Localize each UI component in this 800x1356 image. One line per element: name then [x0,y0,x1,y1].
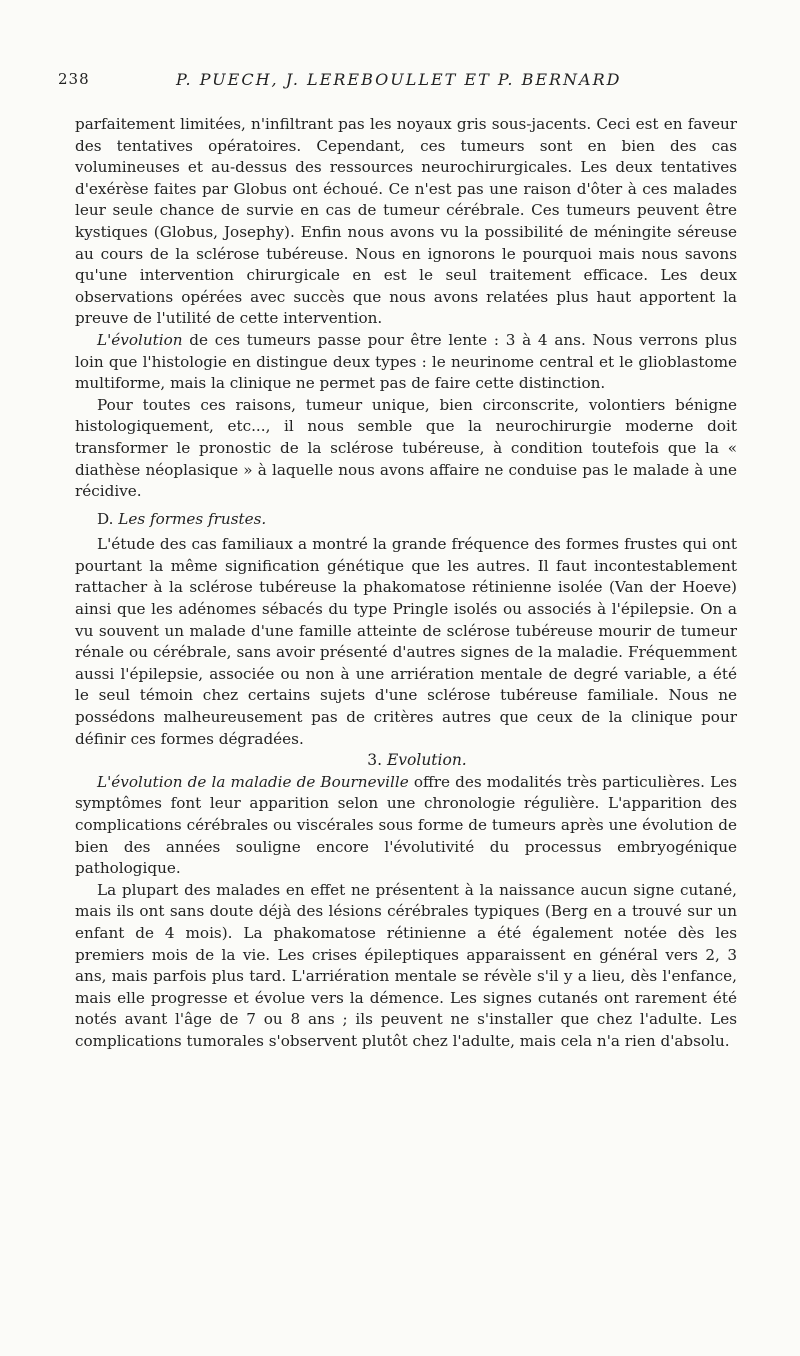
paragraph-2 [75,330,737,395]
section-title: Evolution. [386,751,467,770]
paragraph-1: parfaitement limitées, n'infiltrant pas les noyaux gris sous-jacents. Ceci est en faveur des tentatives opératoires. Cependant, ces tumeurs sont en bien des cas volumineuses et au-dessus des ressources neurochirurgicales. Les deux tentatives d'exérèse faites par Globus ont échoué. Ce n'est pas une raison d'ôter à ces malades leur seule chance de survie en cas de tumeur cérébrale. Ces tumeurs peuvent être kystiques (Globus, Josephy). Enfin nous avons vu la possibilité de méningite séreuse au cours de la sclérose tubéreuse. Nous en ignorons le pourquoi mais nous savons qu'une intervention chirurgicale en est le seul traitement efficace. Les deux observations opérées avec succès que nous avons relatées plus haut apportent la preuve de l'utilité de cette intervention. [75,115,737,328]
paragraph-3: Pour toutes ces raisons, tumeur unique, bien circonscrite, volontiers bénigne histologiquement, etc..., il nous semble que la neurochirurgie moderne doit transformer le pronostic de la sclérose tubéreuse, à condition toutefois que la « diathèse néoplasique » à laquelle nous avons affaire ne conduise pas le malade à une récidive. [75,395,737,501]
page-number: 238 [58,70,90,88]
section-heading [75,750,737,772]
subsection-title: Les formes frustes. [118,509,267,528]
paragraph-2-text: de ces tumeurs passe pour être lente : 3 à 4 ans. Nous verrons plus loin que l'histologie en distingue deux types : le neurinome central et le glioblastome multiforme, mais la clinique ne permet pas de faire cette distinction. [75,330,737,393]
subsection-label: D. [97,509,119,528]
section-number: 3. [367,751,387,770]
running-header [58,70,738,94]
paragraph-5-italic-lead: L'évolution de la maladie de Bourneville [97,772,409,791]
running-title: P. PUECH, J. LEREBOULLET ET P. BERNARD [176,70,622,89]
paragraph-4: L'étude des cas familiaux a montré la grande fréquence des formes frustes qui ont pourtant la même signification génétique que les autres. Il faut incontestablement rattacher à la sclérose tubéreuse la phakomatose rétinienne isolée (Van der Hoeve) ainsi que les adénomes sébacés du type Pringle isolés ou associés à l'épilepsie. On a vu souvent un malade d'une famille atteinte de sclérose tubéreuse mourir de tumeur rénale ou cérébrale, sans avoir présenté d'autres signes de la maladie. Fréquemment aussi l'épilepsie, associée ou non à une arriération mentale de degré variable, a été le seul témoin chez certains sujets d'une sclérose tubéreuse familiale. Nous ne possédons malheureusement pas de critères autres que ceux de la clinique pour définir ces formes dégradées. [75,535,737,748]
paragraph-6: La plupart des malades en effet ne présentent à la naissance aucun signe cutané, mais ils ont sans doute déjà des lésions cérébrales typiques (Berg en a trouvé sur un enfant de 4 mois). La phakomatose rétinienne a été également notée dès les premiers mois de la vie. Les crises épileptiques apparaissent en général vers 2, 3 ans, mais parfois plus tard. L'arriération mentale se révèle s'il y a lieu, dès l'enfance, mais elle progresse et évolue vers la démence. Les signes cutanés ont rarement été notés avant l'âge de 7 ou 8 ans ; ils peuvent ne s'installer que chez l'adulte. Les complications tumorales s'observent plutôt chez l'adulte, mais cela n'a rien d'absolu. [75,880,737,1050]
subsection-heading [75,509,737,531]
page-body [75,114,737,1053]
paragraph-5 [75,772,737,880]
paragraph-5-text: offre des modalités très particulières. Les symptômes font leur apparition selon une chronologie régulière. L'apparition des complications cérébrales ou viscérales sous forme de tumeurs après une évolution de bien des années souligne encore l'évolutivité du processus embryogénique pathologique. [75,772,737,878]
paragraph-2-italic-lead: L'évolution [97,330,183,349]
